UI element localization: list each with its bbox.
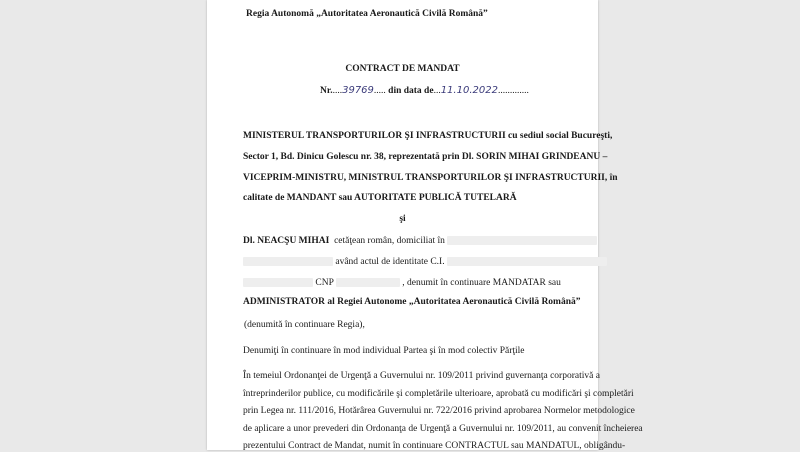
temeiul-line-3: prin Legea nr. 111/2016, Hotărârea Guvernului nr. 722/2016 privind aprobarea Normelor metodologice [243, 406, 635, 416]
redacted-address [447, 236, 597, 245]
ministry-line-3: VICEPRIM-MINISTRU, MINISTRUL TRANSPORTURILOR ŞI INFRASTRUCTURII, în [243, 173, 618, 183]
redacted-cnp [336, 278, 400, 287]
header-organization: Regia Autonomă „Autoritatea Aeronautică Civilă Română” [246, 9, 488, 19]
contract-title: CONTRACT DE MANDAT [345, 64, 460, 74]
person-line-3 [243, 277, 561, 289]
id-document-label: având actul de identitate C.I. [335, 257, 445, 267]
document-page [207, 0, 643, 451]
ministry-line-1: MINISTERUL TRANSPORTURILOR ŞI INFRASTRUCTURII cu sediul social Bucureşti, [243, 131, 613, 141]
temeiul-line-1: În temeiul Ordonanţei de Urgenţă a Guvernului nr. 109/2011 privind guvernanţa corporativă a [243, 371, 600, 381]
redacted-address-2 [243, 257, 333, 266]
ministry-line-2: Sector 1, Bd. Dinicu Golescu nr. 38, reprezentată prin Dl. SORIN MIHAI GRINDEANU – [243, 152, 608, 162]
person-name: Dl. NEACŞU MIHAI [243, 236, 330, 246]
redacted-id-2 [243, 278, 313, 287]
parti-line: Denumiţi în continuare în mod individual Partea şi în mod colectiv Părţile [243, 346, 525, 356]
redacted-id [447, 257, 607, 266]
mandatar-text: , denumit în continuare MANDATAR sau [402, 278, 561, 288]
temeiul-line-4: de aplicare a unor prevederi din Ordonanţa de Urgenţă a Guvernului nr. 109/2011, au convenit încheierea [243, 424, 643, 434]
nr-value-handwritten: 39769 [342, 85, 374, 96]
cnp-label: CNP [315, 278, 334, 288]
person-line-4: ADMINISTRATOR al Regiei Autonome „Autoritatea Aeronautică Civilă Română” [243, 297, 581, 307]
temeiul-line-2: întreprinderilor publice, cu modificările şi completările ulterioare, aprobată cu modificări şi completări [243, 389, 634, 399]
date-value-handwritten: 11.10.2022 [440, 85, 498, 96]
nr-label: Nr. [320, 86, 333, 96]
temeiul-line-5: prezentului Contract de Mandat, numit în continuare CONTRACTUL sau MANDATUL, obligându- [243, 441, 626, 451]
denumita-line: (denumită în continuare Regia), [244, 320, 365, 330]
person-domicile-label: cetăţean român, domiciliat în [334, 236, 445, 246]
date-label: din data de [388, 86, 434, 96]
contract-number-line: Nr.....39769..... din data de...11.10.2022............. [320, 85, 529, 96]
conjunction: şi [399, 214, 406, 224]
person-line-1 [243, 235, 597, 247]
person-line-2 [243, 256, 607, 268]
ministry-line-4: calitate de MANDANT sau AUTORITATE PUBLICĂ TUTELARĂ [243, 193, 517, 203]
